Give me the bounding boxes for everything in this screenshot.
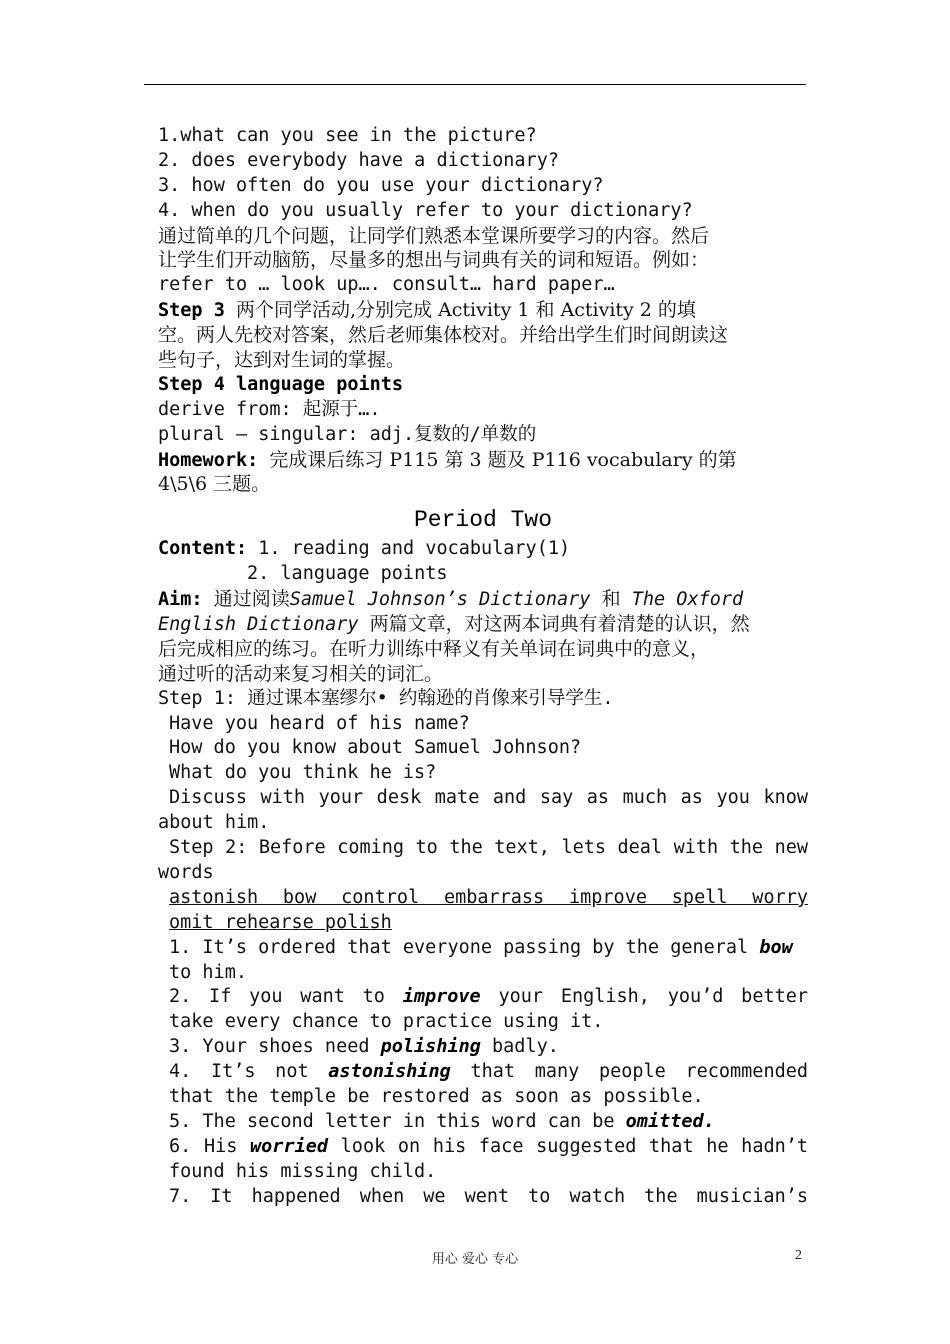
sentence-1: 1. It’s ordered that everyone passing by the general bow (169, 936, 793, 958)
book-title-oxford: The Oxford (631, 589, 744, 611)
step2-line-1: Step 2: Before coming to the text, lets deal with the new (169, 837, 808, 859)
step3-label: Step 3 (158, 300, 225, 322)
page-number: 2 (795, 1248, 802, 1263)
aim-line-4: 通过听的活动来复习相关的词汇。 (158, 662, 444, 685)
derive-from: derive from: 起源于…. (158, 398, 381, 420)
keyword-worried: worried (250, 1135, 328, 1157)
sentence-2: 2. If you want to improve your English, you’d better (169, 986, 808, 1008)
phrase-examples: refer to … look up…. consult… hard paper… (158, 274, 615, 296)
question-3: 3. how often do you use your dictionary? (158, 174, 604, 196)
sentence-7: 7. It happened when we went to watch the musician’s (169, 1185, 808, 1207)
aim-line-2: English Dictionary 两篇文章，对这两本词典有着清楚的认识，然 (158, 613, 750, 636)
discuss-line-1: Discuss with your desk mate and say as much as you know (169, 787, 808, 809)
keyword-improve: improve (402, 986, 481, 1008)
intro-text-1: 通过简单的几个问题，让同学们熟悉本堂课所要学习的内容。然后 (158, 224, 710, 247)
keyword-polishing: polishing (380, 1036, 481, 1058)
step1-question-1: Have you heard of his name? (169, 712, 470, 734)
step2-line-2: words (158, 861, 214, 883)
sentence-4-cont: that the temple be restored as soon as possible. (169, 1085, 704, 1107)
aim-line-1: Aim: 通过阅读Samuel Johnson’s Dictionary 和 The Oxford (158, 588, 744, 611)
homework-line-2: 4\5\6 三题。 (158, 473, 271, 496)
content-line-2: 2. language points (247, 563, 448, 585)
page-footer: 用心 爱心 专心 (431, 1252, 519, 1267)
step1-line: Step 1: 通过课本塞缪尔• 约翰逊的肖像来引导学生. (158, 687, 614, 709)
question-4: 4. when do you usually refer to your dictionary? (158, 199, 693, 221)
new-words-line-2: omit rehearse polish (169, 911, 392, 933)
sentence-5: 5. The second letter in this word can be omitted. (169, 1110, 715, 1132)
discuss-line-2: about him. (158, 812, 270, 834)
aim-label: Aim: (158, 589, 203, 611)
keyword-bow: bow (759, 936, 793, 958)
period-title: Period Two (413, 507, 553, 534)
question-2: 2. does everybody have a dictionary? (158, 149, 559, 171)
plural-singular: plural – singular: adj.复数的/单数的 (158, 423, 537, 445)
content-line-1: Content: 1. reading and vocabulary(1) (158, 538, 571, 560)
sentence-1-cont: to him. (169, 961, 247, 983)
intro-text-2: 让学生们开动脑筋，尽量多的想出与词典有关的词和短语。例如： (158, 249, 710, 272)
step4-heading: Step 4 language points (158, 373, 404, 395)
homework-label: Homework: (158, 449, 259, 471)
step3-line-3: 些句子，达到对生词的掌握。 (158, 349, 406, 372)
sentence-3: 3. Your shoes need polishing badly. (169, 1036, 559, 1058)
aim-line-3: 后完成相应的练习。在听力训练中释义有关单词在词典中的意义， (158, 637, 710, 660)
step1-question-2: How do you know about Samuel Johnson? (169, 737, 582, 759)
header-rule (144, 84, 806, 85)
sentence-2-cont: take every chance to practice using it. (169, 1011, 604, 1033)
step1-question-3: What do you think he is? (169, 762, 437, 784)
content-label: Content: (158, 538, 248, 560)
step3-line-1: Step 3 两个同学活动,分别完成 Activity 1 和 Activity 2 的填 (158, 299, 696, 322)
question-1: 1.what can you see in the picture? (158, 125, 537, 146)
page-content (158, 124, 808, 1209)
sentence-6-cont: found his missing child. (169, 1160, 437, 1182)
new-words-line-1: astonish bow control embarrass improve spell worry (169, 886, 808, 908)
sentence-4: 4. It’s not astonishing that many people recommended (169, 1061, 808, 1083)
sentence-6: 6. His worried look on his face suggested that he hadn’t (169, 1135, 808, 1157)
book-title-johnson: Samuel Johnson’s Dictionary (289, 589, 591, 611)
keyword-astonishing: astonishing (328, 1061, 451, 1083)
step3-line-2: 空。两人先校对答案，然后老师集体校对。并给出学生们时间朗读这 (158, 324, 729, 347)
homework-line-1: Homework: 完成课后练习 P115 第 3 题及 P116 vocabulary 的第 (158, 448, 737, 471)
keyword-omitted: omitted. (625, 1110, 715, 1132)
